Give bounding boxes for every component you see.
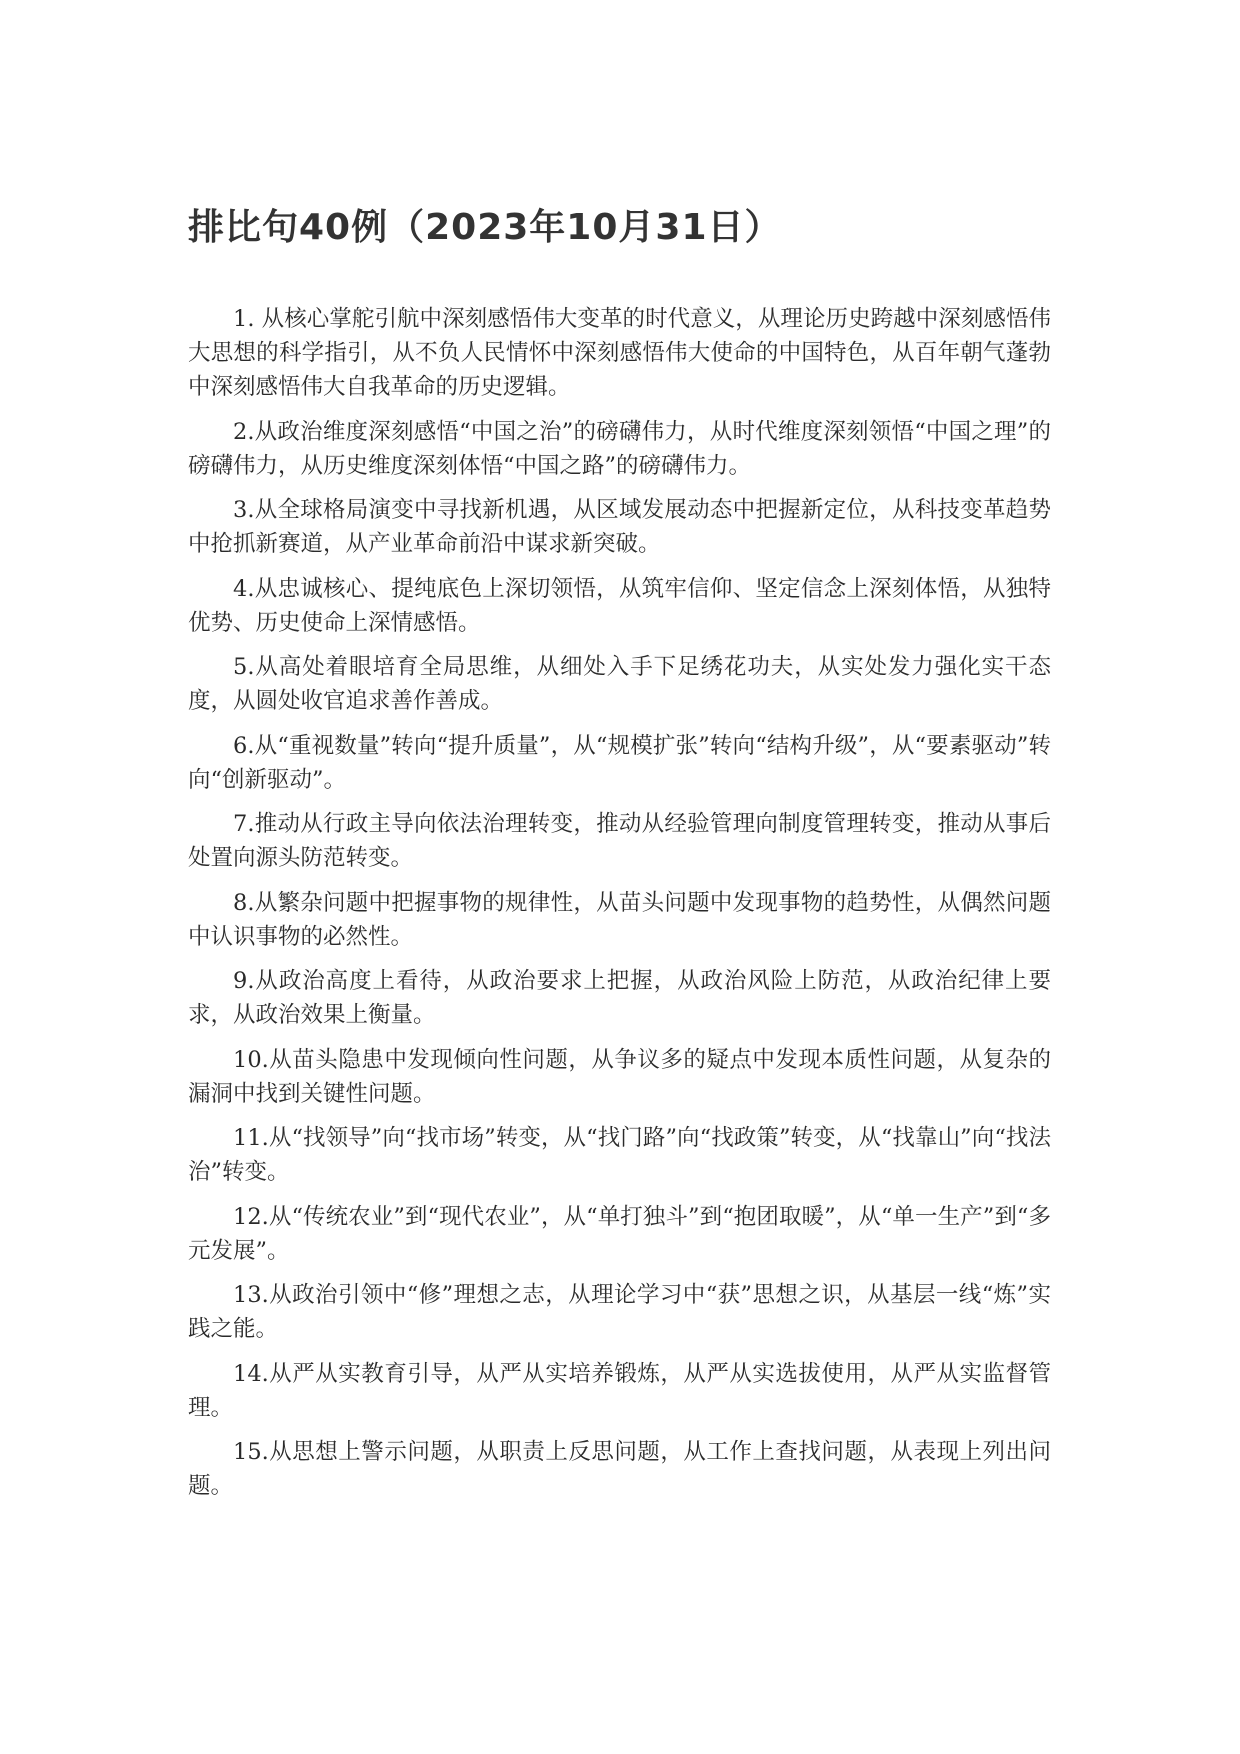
- paragraph-6: 6.从“重视数量”转向“提升质量”，从“规模扩张”转向“结构升级”，从“要素驱动”转向“创新驱动”。: [188, 732, 1051, 793]
- paragraph-2: 2.从政治维度深刻感悟“中国之治”的磅礴伟力，从时代维度深刻领悟“中国之理”的磅礴伟力，从历史维度深刻体悟“中国之路”的磅礴伟力。: [188, 418, 1051, 479]
- paragraph-15: 15.从思想上警示问题，从职责上反思问题，从工作上查找问题，从表现上列出问题。: [188, 1439, 1051, 1499]
- paragraph-3: 3.从全球格局演变中寻找新机遇，从区域发展动态中把握新定位，从科技变革趋势中抢抓新赛道，从产业革命前沿中谋求新突破。: [188, 497, 1051, 557]
- paragraph-5: 5.从高处着眼培育全局思维，从细处入手下足绣花功夫，从实处发力强化实干态度，从圆处收官追求善作善成。: [188, 654, 1051, 714]
- paragraph-13: 13.从政治引领中“修”理想之志，从理论学习中“获”思想之识，从基层一线“炼”实践之能。: [188, 1282, 1051, 1342]
- paragraph-11: 11.从“找领导”向“找市场”转变，从“找门路”向“找政策”转变，从“找靠山”向“找法治”转变。: [188, 1125, 1051, 1185]
- paragraph-1: 1. 从核心掌舵引航中深刻感悟伟大变革的时代意义，从理论历史跨越中深刻感悟伟大思想的科学指引，从不负人民情怀中深刻感悟伟大使命的中国特色，从百年朝气蓬勃中深刻感悟伟大自我革命的历史逻辑。: [188, 306, 1051, 400]
- document-body: [188, 302, 1051, 1514]
- paragraph-10: 10.从苗头隐患中发现倾向性问题，从争议多的疑点中发现本质性问题，从复杂的漏洞中找到关键性问题。: [188, 1046, 1051, 1107]
- paragraph-8: 8.从繁杂问题中把握事物的规律性，从苗头问题中发现事物的趋势性，从偶然问题中认识事物的必然性。: [188, 889, 1051, 950]
- paragraph-4: 4.从忠诚核心、提纯底色上深切领悟，从筑牢信仰、坚定信念上深刻体悟，从独特优势、历史使命上深情感悟。: [188, 575, 1051, 636]
- paragraph-9: 9.从政治高度上看待，从政治要求上把握，从政治风险上防范，从政治纪律上要求，从政治效果上衡量。: [188, 968, 1051, 1028]
- document-title: 排比句40例（2023年10月31日）: [188, 207, 782, 248]
- paragraph-14: 14.从严从实教育引导，从严从实培养锻炼，从严从实选拔使用，从严从实监督管理。: [188, 1360, 1051, 1421]
- paragraph-12: 12.从“传统农业”到“现代农业”，从“单打独斗”到“抱团取暖”，从“单一生产”到“多元发展”。: [188, 1203, 1051, 1264]
- paragraph-7: 7.推动从行政主导向依法治理转变，推动从经验管理向制度管理转变，推动从事后处置向源头防范转变。: [188, 811, 1051, 871]
